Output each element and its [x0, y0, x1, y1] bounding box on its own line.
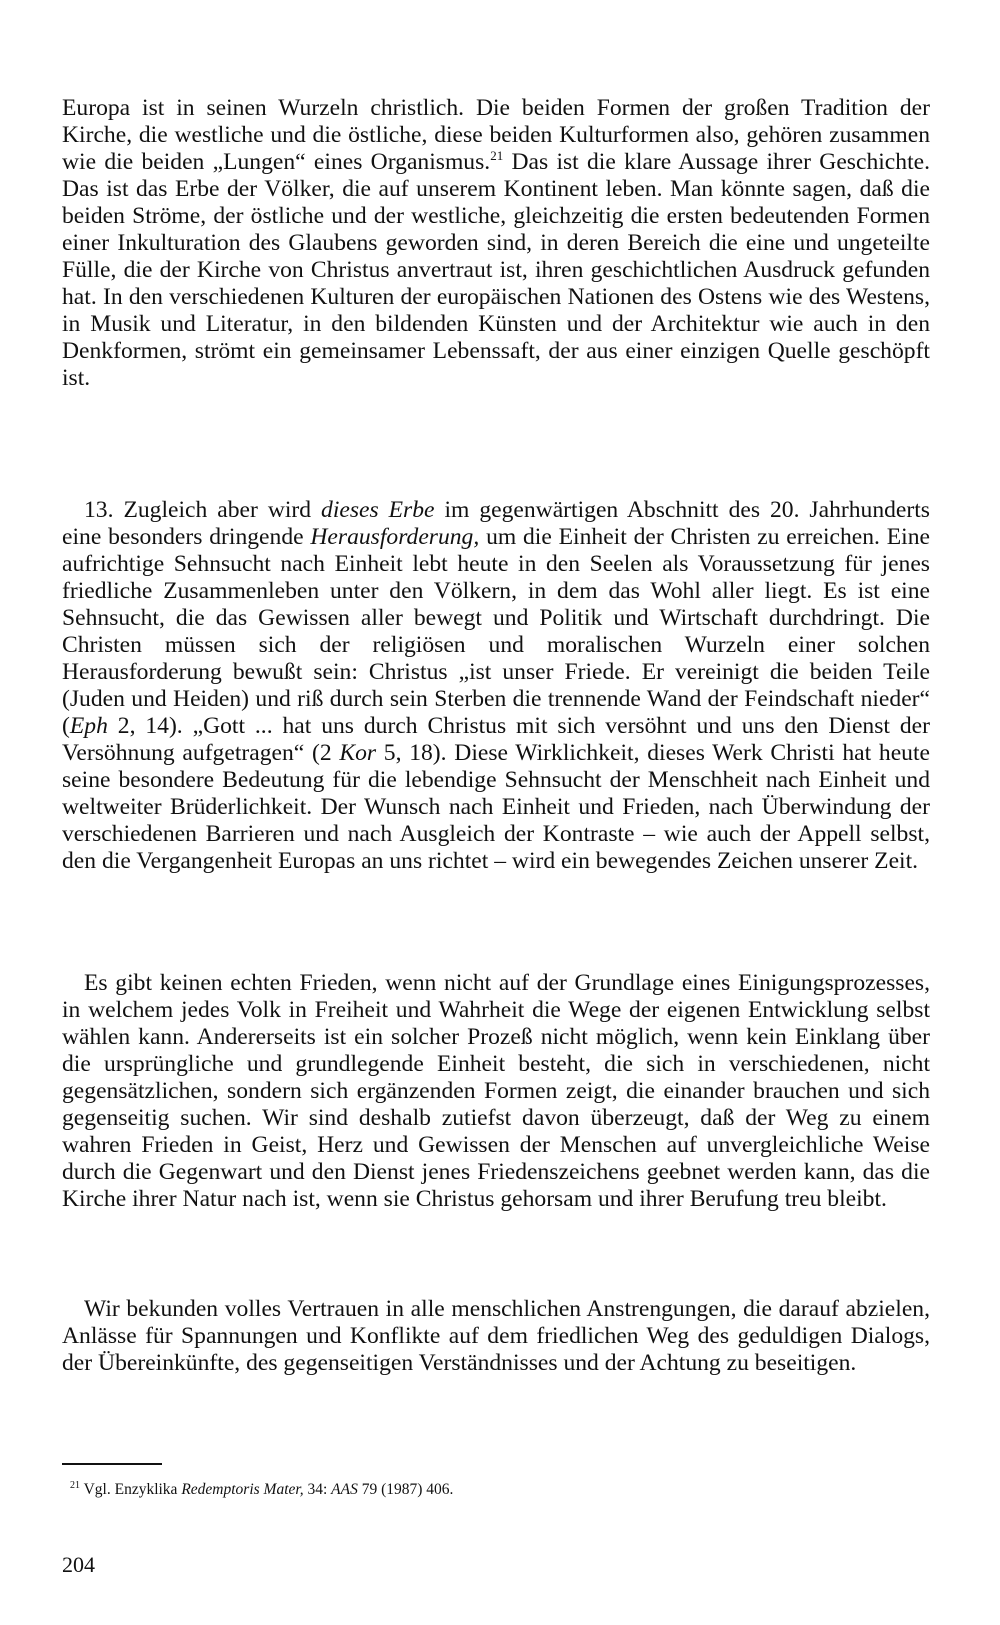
emphasis-text: Herausforderung, [310, 524, 480, 550]
paragraph-true-peace: Es gibt keinen echten Frieden, wenn nicht auf der Grundlage eines Einigungsprozesses, in welchem jedes Volk in Freiheit und Wahrheit die Wege der eigenen Entwicklung selbst wählen kann. Andererseits ist ein solcher Prozeß nicht möglich, wenn kein Einklang über die ursprüngliche und grundlegende Einheit besteht, die sich in verschiedenen, nicht gegensätzlichen, sondern sich ergänzenden Formen zeigt, die einander brauchen und sich gegenseitig suchen. Wir sind deshalb zutiefst davon überzeugt, daß der Weg zu einem wahren Frieden in Geist, Herz und Gewissen der Menschen auf unvergleichliche Weise durch die Gegenwart und den Dienst jenes Friedenszeichens geebnet werden kann, das die Kirche ihrer Natur nach ist, wenn sie Christus gehorsam und ihrer Berufung treu bleibt. [62, 970, 930, 1212]
paragraph-text: 5, 18). Diese Wirklichkeit, dieses Werk Christi hat heute seine besondere Bedeutung für die lebendige Sehnsucht der Menschheit nach Einheit und weltweiter Brüderlichkeit. Der Wunsch nach Einheit und Frieden, nach Überwindung der verschiedenen Barrieren und nach Ausgleich der Kontraste – wie auch der Appell selbst, den die Vergangenheit Europas an uns richtet – wird ein bewegendes Zeichen unserer Zeit. [62, 740, 930, 874]
footnote-journal: AAS [331, 1481, 358, 1498]
citation-book: Kor [339, 740, 377, 766]
footnote-title: Redemptoris Mater, [181, 1481, 304, 1498]
emphasis-text: dieses Erbe [321, 497, 435, 523]
paragraph-text: um die Einheit der Christen zu erreichen. Eine aufrichtige Sehnsucht nach Einheit lebt heute in den Seelen als Voraussetzung für jenes friedliche Zusammenleben unter den Völkern, in dem das Wohl aller liegt. Es ist eine Sehnsucht, die das Gewissen aller bewegt und Politik und Wirtschaft durchdringt. Die Christen müssen sich der religiösen und moralischen Wurzeln einer solchen Herausforderung bewußt sein: Christus „ist unser Friede. Er vereinigt die beiden Teile (Juden und Heiden) und riß durch sein Sterben die trennende Wand der Feindschaft nieder“ ( [62, 524, 930, 739]
footnote-number: 21 [70, 1479, 80, 1491]
footnote-divider [62, 1463, 162, 1465]
footnote-21 [70, 1480, 930, 1500]
paragraph-text: 2, 14). „Gott ... hat uns durch Christus mit sich versöhnt und uns den Dienst der Versöhnung aufgetragen“ (2 [62, 713, 930, 766]
page-number: 204 [62, 1552, 95, 1577]
footnote-text: 79 (1987) 406. [357, 1481, 454, 1498]
paragraph-text: Europa ist in seinen Wurzeln christlich. Die beiden Formen der großen Tradition der Kirche, die westliche und die östliche, diese beiden Kulturformen also, gehören zusammen wie die beiden „Lungen“ eines Organismus. [62, 95, 930, 175]
footnote-reference[interactable]: 21 [490, 148, 504, 164]
paragraph-section-13 [62, 497, 930, 875]
paragraph-text: 13. Zugleich aber wird [84, 497, 322, 523]
footnote-text: 34: [303, 1481, 332, 1498]
footnote-text: Vgl. Enzyklika [80, 1481, 182, 1498]
paragraph-trust: Wir bekunden volles Vertrauen in alle menschlichen Anstrengungen, die darauf abzielen, Anlässe für Spannungen und Konflikte auf dem friedlichen Weg des geduldigen Dialogs, der Übereinkünfte, des gegenseitigen Verständnisses und der Achtung zu beseitigen. [62, 1296, 930, 1376]
citation-book: Eph [69, 713, 108, 739]
paragraph-text: im gegenwärtigen Abschnitt des 20. Jahrhunderts eine besonders dringende [62, 497, 930, 550]
paragraph-text: Das ist die klare Aussage ihrer Geschichte. Das ist das Erbe der Völker, die auf unserem Kontinent leben. Man könnte sagen, daß die beiden Ströme, der östliche und der westliche, gleichzeitig die ersten bedeutenden Formen einer Inkulturation des Glaubens geworden sind, in deren Bereich die eine und ungeteilte Fülle, die der Kirche von Christus anvertraut ist, ihren geschichtlichen Ausdruck gefunden hat. In den verschiedenen Kulturen der europäischen Nationen des Ostens wie des Westens, in Musik und Literatur, in den bildenden Künsten und der Architektur wie auch in den Denkformen, strömt ein gemeinsamer Lebenssaft, der aus einer einzigen Quelle geschöpft ist. [62, 149, 930, 391]
paragraph-europe-roots [62, 95, 930, 392]
